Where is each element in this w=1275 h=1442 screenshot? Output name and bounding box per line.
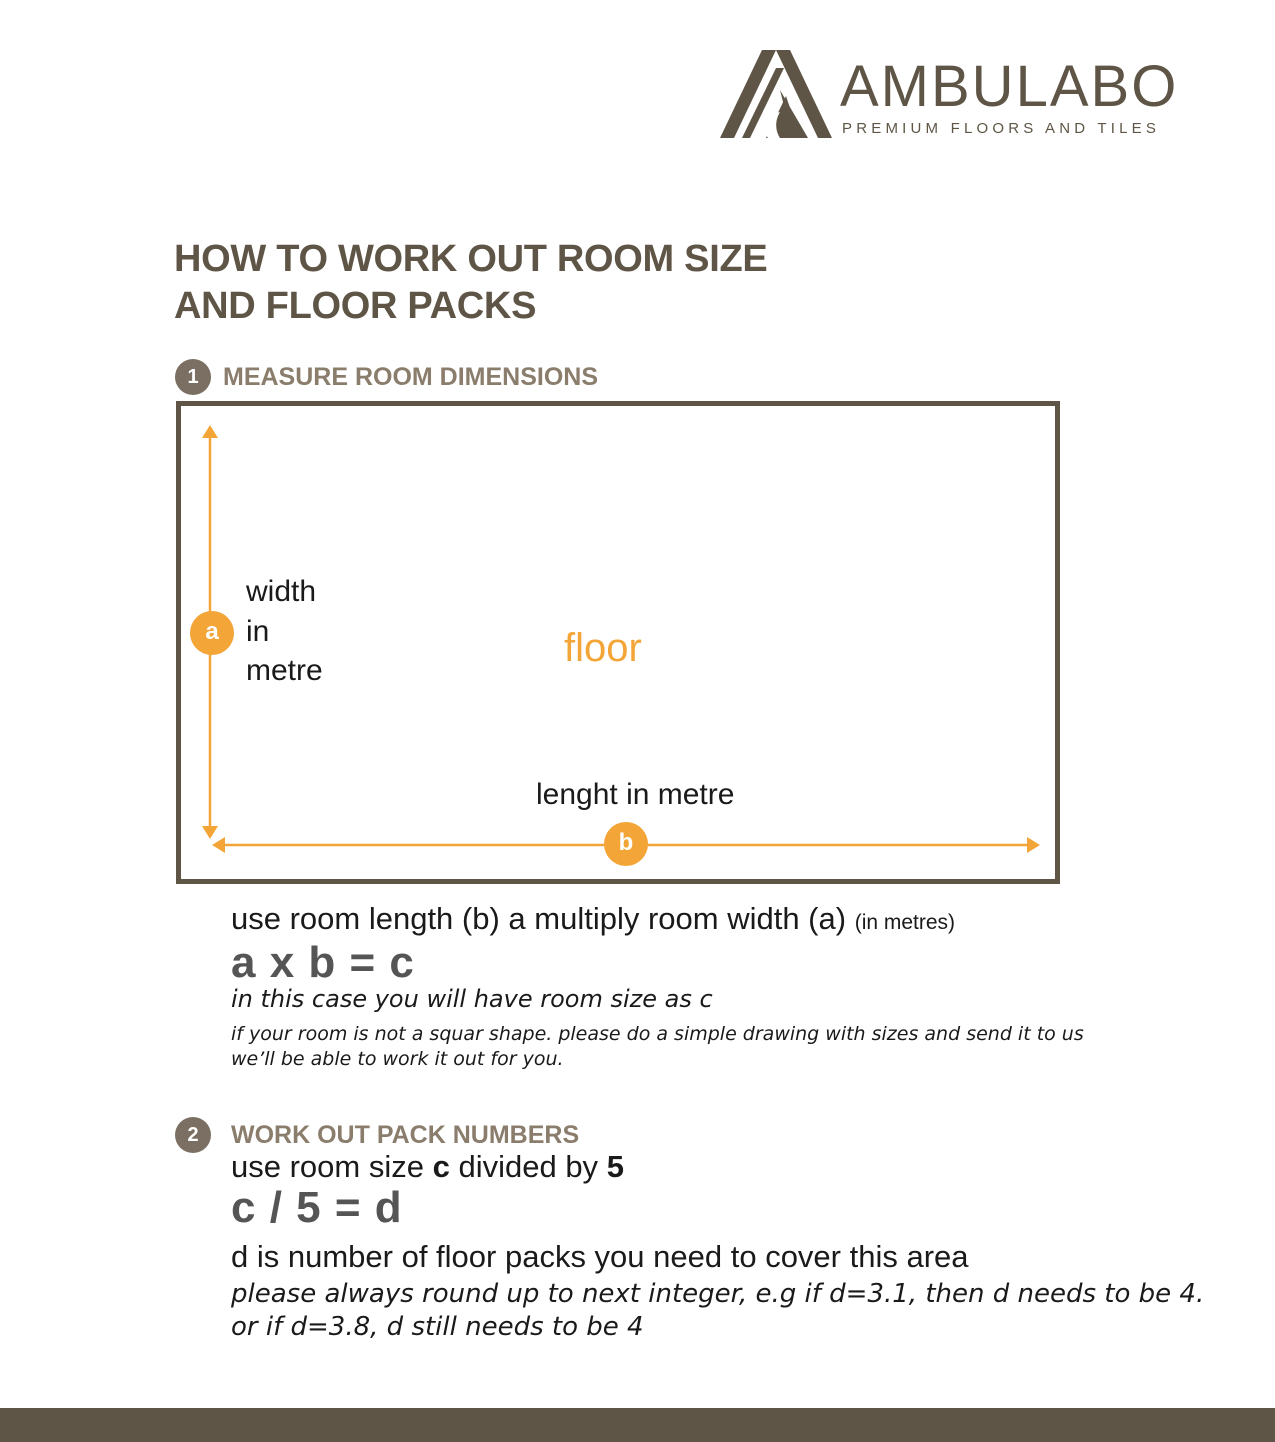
step-2-instruction-var: c	[432, 1149, 450, 1184]
width-label-line-3: metre	[246, 654, 323, 687]
round-up-note-line-2: or if d=3.8, d still needs to be 4	[231, 1312, 644, 1342]
irregular-shape-note	[231, 1022, 1084, 1072]
footer-bar	[0, 1408, 1275, 1442]
step-2-instruction-prefix: use room size	[231, 1149, 424, 1184]
round-up-note	[231, 1278, 1204, 1344]
length-label: lenght in metre	[536, 778, 735, 811]
step-1-instruction	[231, 903, 955, 934]
width-label	[246, 572, 323, 691]
width-label-line-1: width	[246, 575, 317, 608]
title-line-2: AND FLOOR PACKS	[174, 285, 537, 327]
irregular-shape-note-line-2: we’ll be able to work it out for you.	[231, 1048, 564, 1070]
step-2-instruction	[231, 1151, 624, 1182]
step-1-instruction-text: use room length (b) a multiply room width (a)	[231, 901, 847, 936]
step-2-heading: WORK OUT PACK NUMBERS	[231, 1121, 580, 1149]
irregular-shape-note-line-1: if your room is not a squar shape. please do a simple drawing with sizes and send it to us	[231, 1023, 1084, 1045]
brand-tagline: PREMIUM FLOORS AND TILES	[842, 120, 1161, 137]
step-2-number-badge: 2	[175, 1117, 211, 1153]
step-2-instruction-divisor: 5	[606, 1149, 624, 1184]
formula-packs: c / 5 = d	[231, 1183, 403, 1232]
floor-label: floor	[564, 626, 642, 670]
step-2-instruction-middle: divided by	[458, 1149, 599, 1184]
brand-name: AMBULABO	[840, 54, 1179, 119]
round-up-note-line-1: please always round up to next integer, e.g if d=3.1, then d needs to be 4.	[231, 1279, 1205, 1309]
step-1-heading: MEASURE ROOM DIMENSIONS	[223, 363, 599, 391]
width-badge-a: a	[190, 611, 234, 655]
packs-explanation: d is number of floor packs you need to cover this area	[231, 1239, 969, 1274]
step-1-instruction-unit: (in metres)	[854, 911, 956, 934]
ambulabo-logo-icon	[720, 50, 832, 140]
formula-area: a x b = c	[231, 938, 415, 987]
length-badge-b: b	[604, 822, 648, 866]
width-label-line-2: in	[246, 614, 270, 648]
page-title	[174, 236, 767, 330]
room-size-note: in this case you will have room size as c	[231, 985, 713, 1013]
step-1-number-badge: 1	[175, 359, 211, 395]
title-line-1: HOW TO WORK OUT ROOM SIZE	[174, 238, 768, 280]
